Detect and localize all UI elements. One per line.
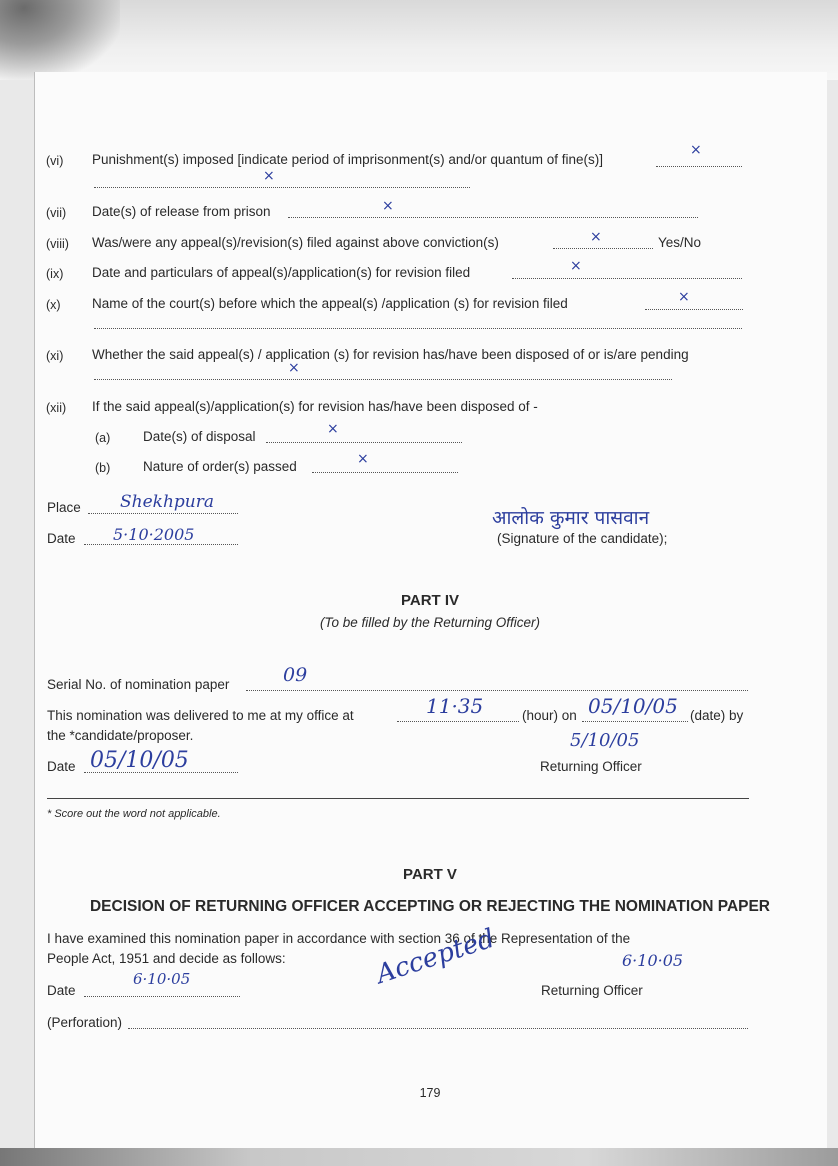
cross-mark: × [678,289,690,305]
cross-mark: × [288,360,300,376]
candidate-signature: आलोक कुमार पासवान [492,507,650,529]
part4-subtitle: (To be filled by the Returning Officer) [319,615,541,630]
hour-value: 11·35 [426,694,484,718]
item-text: Name of the court(s) before which the appeal(s) /application (s) for revision filed [92,296,568,311]
cross-mark: × [327,421,339,437]
item-text: Was/were any appeal(s)/revision(s) filed against above conviction(s) [92,235,499,250]
part5-title: PART V [403,866,457,883]
divider-rule [47,798,749,799]
sub-item-text: Date(s) of disposal [143,429,256,444]
part5-date-line [84,996,240,997]
perforation-line [128,1028,748,1029]
date-line [84,544,238,545]
part5-heading: DECISION OF RETURNING OFFICER ACCEPTING OR REJECTING THE NOMINATION PAPER [89,898,771,915]
part5-para-line2: People Act, 1951 and decide as follows: [47,951,286,966]
item-text: Whether the said appeal(s) / application (s) for revision has/have been disposed of or is/are pending [92,347,689,362]
scan-top-shadow [0,0,838,80]
item-number: (vi) [46,154,64,168]
serial-line [246,690,748,691]
delivered-line2: the *candidate/proposer. [47,728,194,743]
place-line [88,513,238,514]
ro-signature: 5/10/05 [570,730,640,751]
answer-line [553,248,653,249]
part4-date-label: Date [47,759,76,774]
hour-line [397,721,519,722]
perforation-label: (Perforation) [47,1015,123,1030]
sub-item-number: (b) [95,461,111,475]
item-text: Date and particulars of appeal(s)/application(s) for revision filed [92,265,471,280]
part5-date-value: 6·10·05 [133,970,191,988]
cross-mark: × [690,142,702,158]
ro-label: Returning Officer [540,759,642,774]
part4-title: PART IV [400,592,460,609]
on-date-line [582,721,688,722]
place-label: Place [47,500,81,515]
cross-mark: × [357,451,369,467]
answer-line [266,442,462,443]
item-number: (viii) [46,237,69,251]
answer-line [656,166,742,167]
scan-bottom-edge [0,1148,838,1166]
hour-label: (hour) on [522,708,577,723]
cross-mark: × [382,198,394,214]
serial-label: Serial No. of nomination paper [47,677,230,692]
part5-ro-signature: 6·10·05 [622,951,684,970]
answer-line [645,309,743,310]
item-number: (xii) [46,401,67,415]
item-text: Punishment(s) imposed [indicate period of imprisonment(s) and/or quantum of fine(s)] [92,152,603,167]
answer-line [288,217,698,218]
date-by-label: (date) by [690,708,744,723]
place-value: Shekhpura [120,492,214,512]
delivered-text: This nomination was delivered to me at my office at [47,708,354,723]
item-number: (vii) [46,206,67,220]
sub-item-number: (a) [95,431,111,445]
on-date-value: 05/10/05 [588,694,678,718]
date-value: 5·10·2005 [113,525,195,544]
item-text: Date(s) of release from prison [92,204,271,219]
cross-mark: × [590,229,602,245]
item-number: (x) [46,298,61,312]
item-text: If the said appeal(s)/application(s) for revision has/have been disposed of - [92,399,538,414]
part4-date-value: 05/10/05 [90,748,189,773]
sub-item-text: Nature of order(s) passed [143,459,297,474]
answer-line [94,379,672,380]
answer-line [312,472,458,473]
item-number: (ix) [46,267,64,281]
cross-mark: × [263,168,275,184]
yes-no-option: Yes/No [658,235,702,250]
serial-value: 09 [283,664,308,686]
decision-value: Accepted [372,923,499,990]
footnote: * Score out the word not applicable. [47,808,221,820]
item-number: (xi) [46,349,64,363]
answer-line [512,278,742,279]
answer-line [94,328,742,329]
part5-date-label: Date [47,983,76,998]
candidate-signature-label: (Signature of the candidate); [497,531,668,546]
part5-para-line1: I have examined this nomination paper in accordance with section 36 of the Representation of the [47,931,631,946]
part5-ro-label: Returning Officer [541,983,643,998]
scan-corner-shadow [0,0,120,80]
page-number: 179 [419,1086,441,1100]
cross-mark: × [570,258,582,274]
answer-line [94,187,470,188]
date-label: Date [47,531,76,546]
